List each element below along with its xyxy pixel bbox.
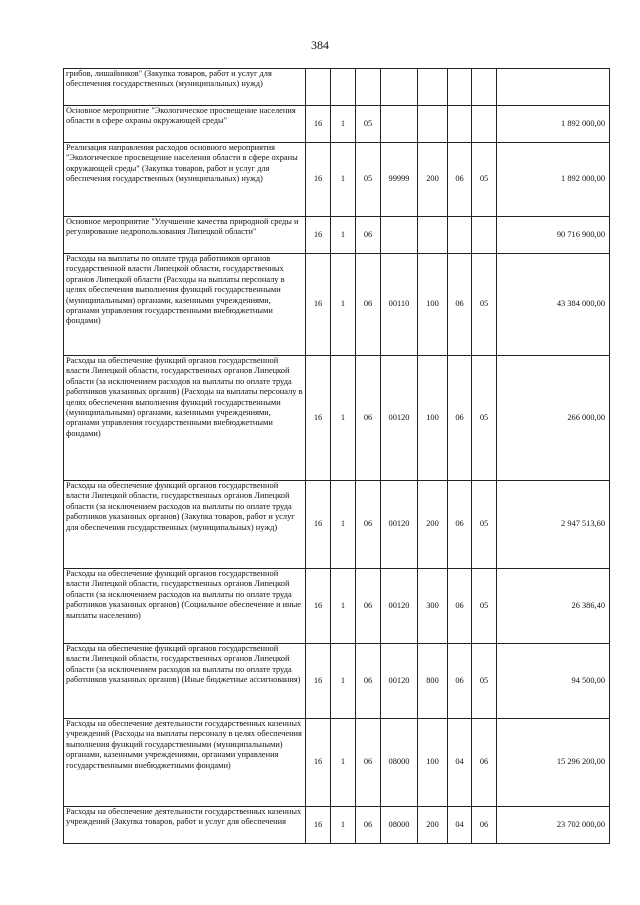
expense-type-cell: 200 [418, 143, 448, 217]
table-row [64, 217, 610, 254]
expense-name-cell: Расходы на обеспечение деятельности государственных казенных учреждений (Расходы на выплаты персоналу в целях обеспечения выполнения функций государственными (муниципальными) органами, казенными учреждениями, органами управления государственными внебюджетными фондами) [64, 719, 306, 807]
expense-name-cell: Основное мероприятие "Экологическое просвещение населения области в сфере охраны окружающей среды" [64, 106, 306, 143]
table-row [64, 481, 610, 569]
table-row [64, 719, 610, 807]
amount-cell: 2 947 513,60 [497, 481, 610, 569]
section-code-cell: 1 [331, 644, 356, 719]
subsection-code-cell: 06 [356, 569, 381, 644]
article-code-cell: 08000 [381, 719, 418, 807]
table-row [64, 807, 610, 844]
subchapter-code-cell [472, 69, 497, 106]
chapter-code-cell: 06 [448, 254, 472, 356]
expense-type-cell [418, 106, 448, 143]
article-code-cell [381, 69, 418, 106]
chapter-code-cell [448, 106, 472, 143]
article-code-cell [381, 217, 418, 254]
table-row [64, 69, 610, 106]
article-code-cell: 00120 [381, 481, 418, 569]
table-row [64, 569, 610, 644]
article-code-cell [381, 106, 418, 143]
section-code-cell: 1 [331, 356, 356, 481]
subchapter-code-cell: 05 [472, 356, 497, 481]
subchapter-code-cell: 05 [472, 481, 497, 569]
section-code-cell: 1 [331, 254, 356, 356]
chapter-code-cell: 04 [448, 807, 472, 844]
admin-code-cell: 16 [306, 356, 331, 481]
expense-type-cell: 100 [418, 719, 448, 807]
expense-type-cell [418, 69, 448, 106]
expense-name-cell: Расходы на выплаты по оплате труда работников органов государственной власти Липецкой области, государственных органов Липецкой области (Расходы на выплаты персоналу в целях обеспечения выполнения функций государственными (муниципальными) органами, казенными учреждениями, органами управления государственными внебюджетными фондами) [64, 254, 306, 356]
admin-code-cell: 16 [306, 569, 331, 644]
section-code-cell: 1 [331, 481, 356, 569]
subsection-code-cell: 06 [356, 254, 381, 356]
expense-name-cell: Основное мероприятие "Улучшение качества природной среды и регулирование недропользования Липецкой области" [64, 217, 306, 254]
subsection-code-cell: 06 [356, 356, 381, 481]
admin-code-cell: 16 [306, 644, 331, 719]
expense-name-cell: грибов, лишайников" (Закупка товаров, работ и услуг для обеспечения государственных (муниципальных) нужд) [64, 69, 306, 106]
chapter-code-cell: 06 [448, 644, 472, 719]
budget-table [63, 68, 610, 844]
subsection-code-cell: 06 [356, 644, 381, 719]
table-row [64, 356, 610, 481]
subsection-code-cell: 06 [356, 719, 381, 807]
amount-cell: 94 500,00 [497, 644, 610, 719]
expense-name-cell: Реализация направления расходов основного мероприятия "Экологическое просвещение населения области в сфере охраны окружающей среды" (Закупка товаров, работ и услуг для обеспечения государственных (муниципальных) нужд) [64, 143, 306, 217]
admin-code-cell: 16 [306, 106, 331, 143]
amount-cell: 266 000,00 [497, 356, 610, 481]
article-code-cell: 00120 [381, 356, 418, 481]
expense-type-cell: 200 [418, 481, 448, 569]
expense-type-cell: 100 [418, 356, 448, 481]
section-code-cell: 1 [331, 217, 356, 254]
amount-cell: 15 296 200,00 [497, 719, 610, 807]
subsection-code-cell: 06 [356, 217, 381, 254]
admin-code-cell: 16 [306, 217, 331, 254]
subsection-code-cell: 05 [356, 106, 381, 143]
table-row [64, 254, 610, 356]
amount-cell: 23 702 000,00 [497, 807, 610, 844]
subchapter-code-cell: 05 [472, 569, 497, 644]
section-code-cell: 1 [331, 143, 356, 217]
table-row [64, 143, 610, 217]
section-code-cell: 1 [331, 106, 356, 143]
chapter-code-cell: 06 [448, 356, 472, 481]
budget-table-body [64, 69, 610, 844]
subsection-code-cell: 05 [356, 143, 381, 217]
article-code-cell: 00120 [381, 644, 418, 719]
amount-cell: 26 386,40 [497, 569, 610, 644]
admin-code-cell: 16 [306, 481, 331, 569]
subchapter-code-cell [472, 217, 497, 254]
chapter-code-cell [448, 217, 472, 254]
admin-code-cell: 16 [306, 143, 331, 217]
subsection-code-cell [356, 69, 381, 106]
article-code-cell: 99999 [381, 143, 418, 217]
amount-cell: 1 892 000,00 [497, 106, 610, 143]
amount-cell [497, 69, 610, 106]
expense-type-cell [418, 217, 448, 254]
admin-code-cell: 16 [306, 719, 331, 807]
article-code-cell: 00110 [381, 254, 418, 356]
table-row [64, 644, 610, 719]
chapter-code-cell [448, 69, 472, 106]
subchapter-code-cell: 05 [472, 254, 497, 356]
expense-type-cell: 100 [418, 254, 448, 356]
chapter-code-cell: 06 [448, 569, 472, 644]
admin-code-cell: 16 [306, 807, 331, 844]
expense-name-cell: Расходы на обеспечение функций органов государственной власти Липецкой области, государственных органов Липецкой области (за исключением расходов на выплаты по оплате труда работников указанных органов) (Социальное обеспечение и иные выплаты населению) [64, 569, 306, 644]
expense-name-cell: Расходы на обеспечение деятельности государственных казенных учреждений (Закупка товаров, работ и услуг для обеспечения [64, 807, 306, 844]
subchapter-code-cell: 05 [472, 644, 497, 719]
admin-code-cell [306, 69, 331, 106]
expense-name-cell: Расходы на обеспечение функций органов государственной власти Липецкой области, государственных органов Липецкой области (за исключением расходов на выплаты по оплате труда работников указанных органов) (Расходы на выплаты персоналу в целях обеспечения выполнения функций государственными (муниципальными) органами, казенными учреждениями, органами управления государственными внебюджетными фондами) [64, 356, 306, 481]
subsection-code-cell: 06 [356, 807, 381, 844]
page-number: 384 [311, 38, 329, 52]
chapter-code-cell: 06 [448, 143, 472, 217]
subchapter-code-cell [472, 106, 497, 143]
chapter-code-cell: 06 [448, 481, 472, 569]
expense-type-cell: 200 [418, 807, 448, 844]
expense-type-cell: 300 [418, 569, 448, 644]
table-row [64, 106, 610, 143]
article-code-cell: 08000 [381, 807, 418, 844]
chapter-code-cell: 04 [448, 719, 472, 807]
amount-cell: 43 384 000,00 [497, 254, 610, 356]
admin-code-cell: 16 [306, 254, 331, 356]
expense-type-cell: 800 [418, 644, 448, 719]
expense-name-cell: Расходы на обеспечение функций органов государственной власти Липецкой области, государственных органов Липецкой области (за исключением расходов на выплаты по оплате труда работников указанных органов) (Иные бюджетные ассигнования) [64, 644, 306, 719]
section-code-cell: 1 [331, 569, 356, 644]
subchapter-code-cell: 06 [472, 719, 497, 807]
subchapter-code-cell: 06 [472, 807, 497, 844]
section-code-cell [331, 69, 356, 106]
amount-cell: 90 716 900,00 [497, 217, 610, 254]
expense-name-cell: Расходы на обеспечение функций органов государственной власти Липецкой области, государственных органов Липецкой области (за исключением расходов на выплаты по оплате труда работников указанных органов) (Закупка товаров, работ и услуг для обеспечения государственных (муниципальных) нужд) [64, 481, 306, 569]
subsection-code-cell: 06 [356, 481, 381, 569]
article-code-cell: 00120 [381, 569, 418, 644]
section-code-cell: 1 [331, 807, 356, 844]
amount-cell: 1 892 000,00 [497, 143, 610, 217]
section-code-cell: 1 [331, 719, 356, 807]
subchapter-code-cell: 05 [472, 143, 497, 217]
